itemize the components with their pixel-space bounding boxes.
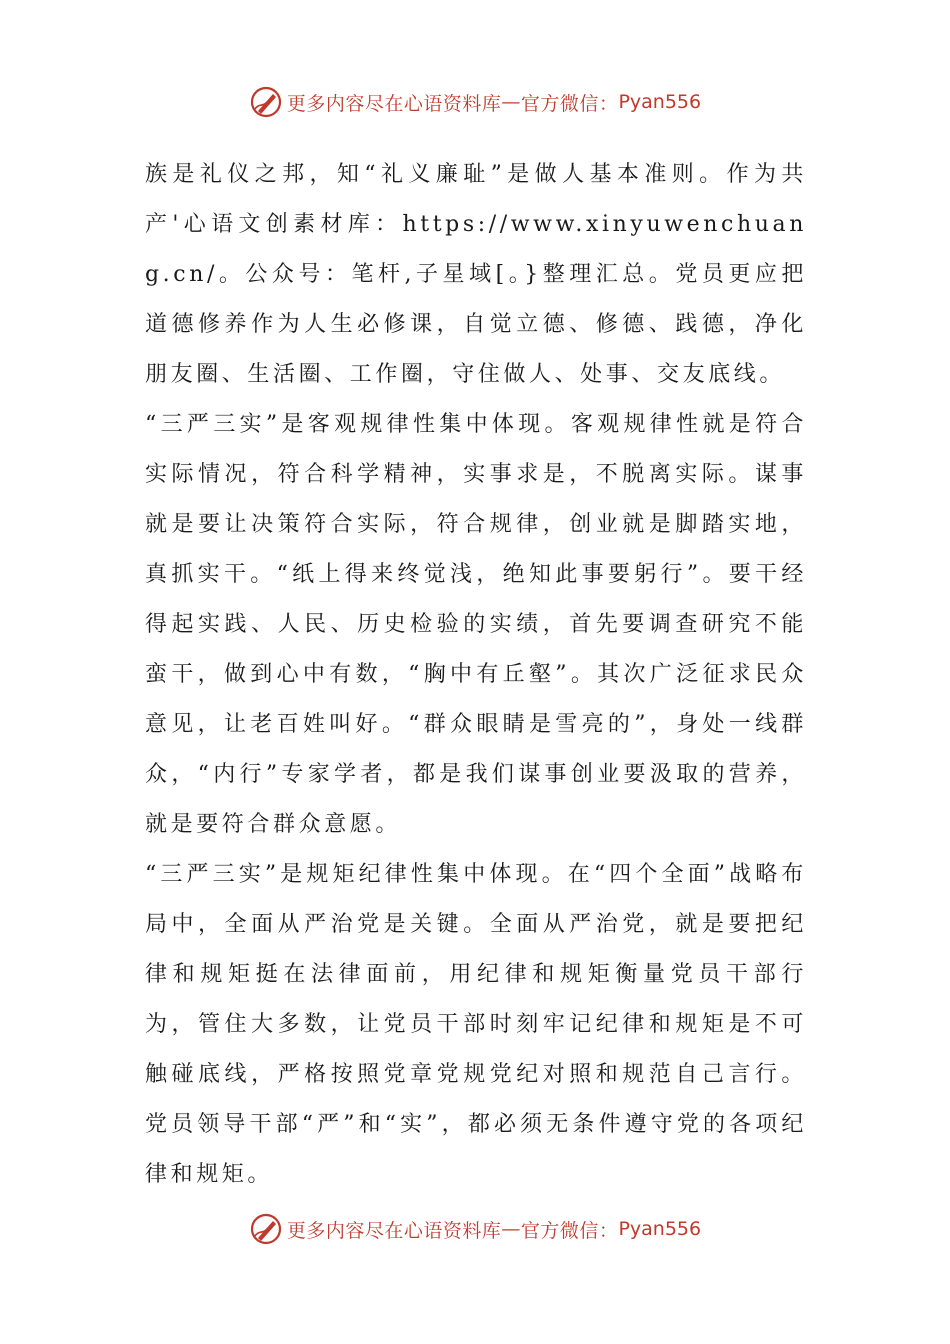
header-banner xyxy=(0,82,950,122)
pen-logo-icon xyxy=(249,85,283,119)
footer-contact-label: 官方微信： xyxy=(520,1219,619,1242)
header-separator: — xyxy=(501,91,521,113)
paragraph-2: “三严三实”是客观规律性集中体现。客观规律性就是符合实际情况，符合科学精神，实事求是，不脱离实际。谋事就是要让决策符合实际，符合规律，创业就是脚踏实地，真抓实干。“纸上得来终觉浅，绝知此事要躬行”。要干经得起实践、人民、历史检验的实绩，首先要调查研究不能蛮干，做到心中有数，“胸中有丘壑”。其次广泛征求民众意见，让老百姓叫好。“群众眼睛是雪亮的”，身处一线群众，“内行”专家学者，都是我们谋事创业要汲取的营养，就是要符合群众意愿。 xyxy=(145,412,807,837)
header-brand: 更多内容尽在心语资料库 xyxy=(286,92,502,115)
paragraph-3: “三严三实”是规矩纪律性集中体现。在“四个全面”战略布局中，全面从严治党是关键。全面从严治党，就是要把纪律和规矩挺在法律面前，用纪律和规矩衡量党员干部行为，管住大多数，让党员干部时刻牢记纪律和规矩是不可触碰底线，严格按照党章党规党纪对照和规范自己言行。党员领导干部“严”和“实”，都必须无条件遵守党的各项纪律和规矩。 xyxy=(145,862,807,1187)
pen-logo-icon xyxy=(249,1212,283,1246)
header-contact-label: 官方微信： xyxy=(520,92,619,115)
document-body xyxy=(145,150,807,1200)
footer-separator: — xyxy=(501,1218,521,1240)
paragraph-1: 族是礼仪之邦，知“礼义廉耻”是做人基本准则。作为共产'心语文创素材库：https://www.xinyuwenchuang.cn/。公众号：笔杆,子星域[。}整理汇总。党员更应把道德修养作为人生必修课，自觉立德、修德、践德，净化朋友圈、生活圈、工作圈，守住做人、处事、交友底线。 xyxy=(145,162,807,387)
header-contact-id: Pyan556 xyxy=(618,91,702,113)
footer-banner xyxy=(0,1209,950,1249)
footer-brand: 更多内容尽在心语资料库 xyxy=(286,1219,502,1242)
footer-contact-id: Pyan556 xyxy=(618,1218,702,1240)
